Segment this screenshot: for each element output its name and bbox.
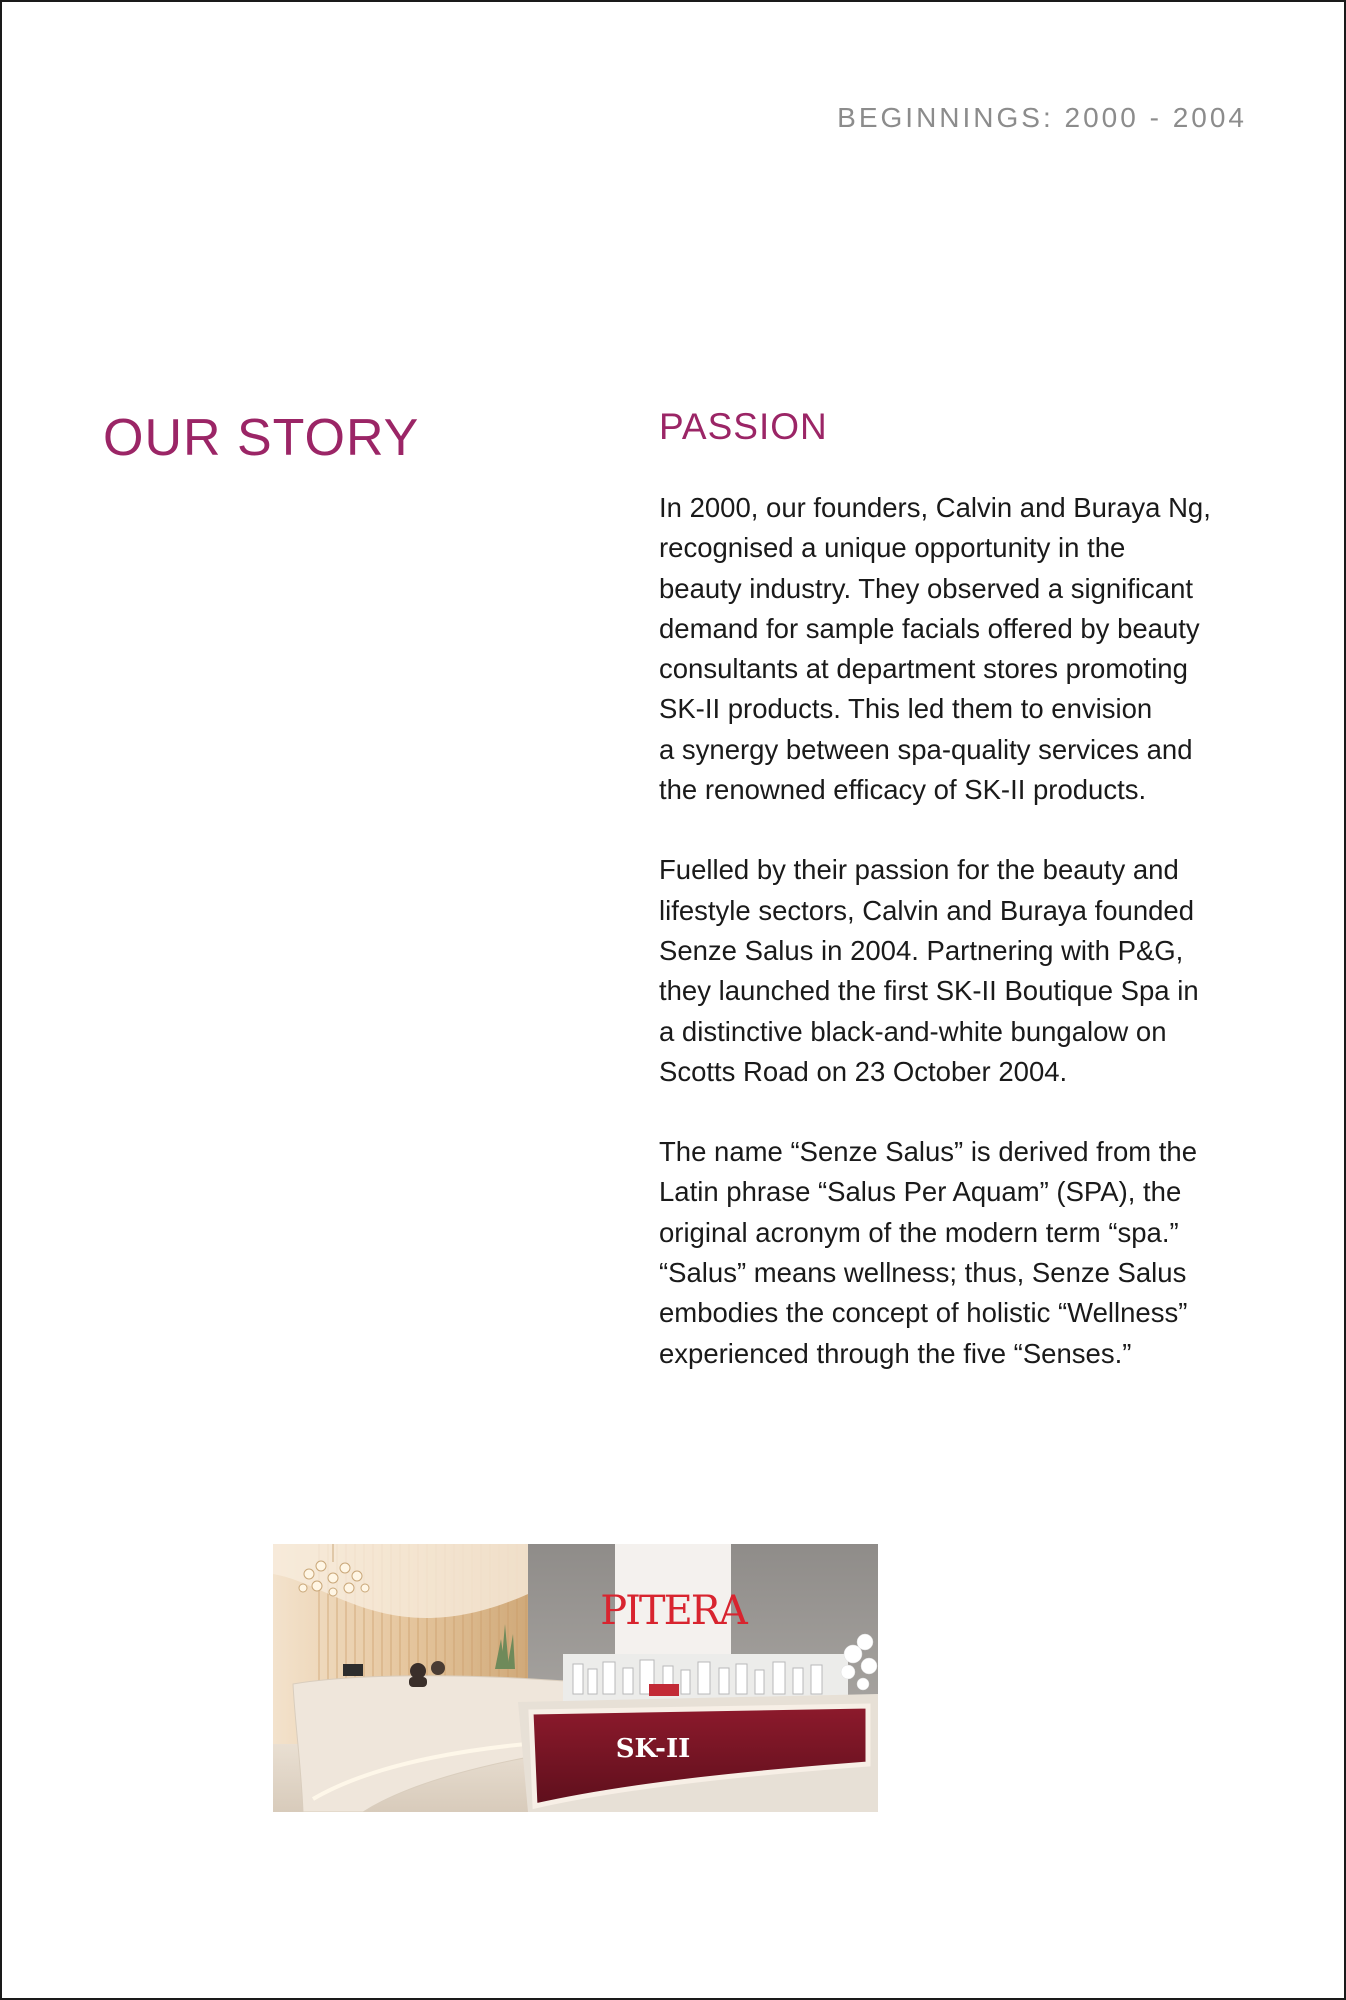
boutique-spa-photo <box>273 1544 878 1812</box>
section-title: OUR STORY <box>103 409 420 467</box>
product-bottles <box>573 1660 822 1694</box>
article-paragraph-2: Fuelled by their passion for the beauty and lifestyle sectors, Calvin and Buraya founded Senze Salus in 2004. Partnering with P&G, they launched the first SK-II Boutique Spa in a distinctive black-and-white bungalow on Scotts Road on 23 October 2004. <box>659 854 1199 1087</box>
poster-text: PITERA <box>600 1588 746 1634</box>
article-paragraph-1: In 2000, our founders, Calvin and Buraya Ng, recognised a unique opportunity in the beauty industry. They observed a significant demand for sample facials offered by beauty consultants at department stores promoting SK-II products. This led them to envision a synergy between spa-quality services and the renowned efficacy of SK-II products. <box>659 492 1211 806</box>
article-subtitle: PASSION <box>659 406 828 447</box>
counter-logo: SK-II <box>615 1734 691 1764</box>
article-column <box>659 406 1259 1414</box>
article-paragraph-3: The name “Senze Salus” is derived from the Latin phrase “Salus Per Aquam” (SPA), the original acronym of the modern term “spa.” “Salus” means wellness; thus, Senze Salus embodies the concept of holistic “Wellness” experienced through the five “Senses.” <box>659 1136 1198 1369</box>
staff-figure <box>410 1663 426 1679</box>
monitor <box>343 1664 363 1676</box>
chapter-eyebrow: BEGINNINGS: 2000 - 2004 <box>837 102 1247 133</box>
